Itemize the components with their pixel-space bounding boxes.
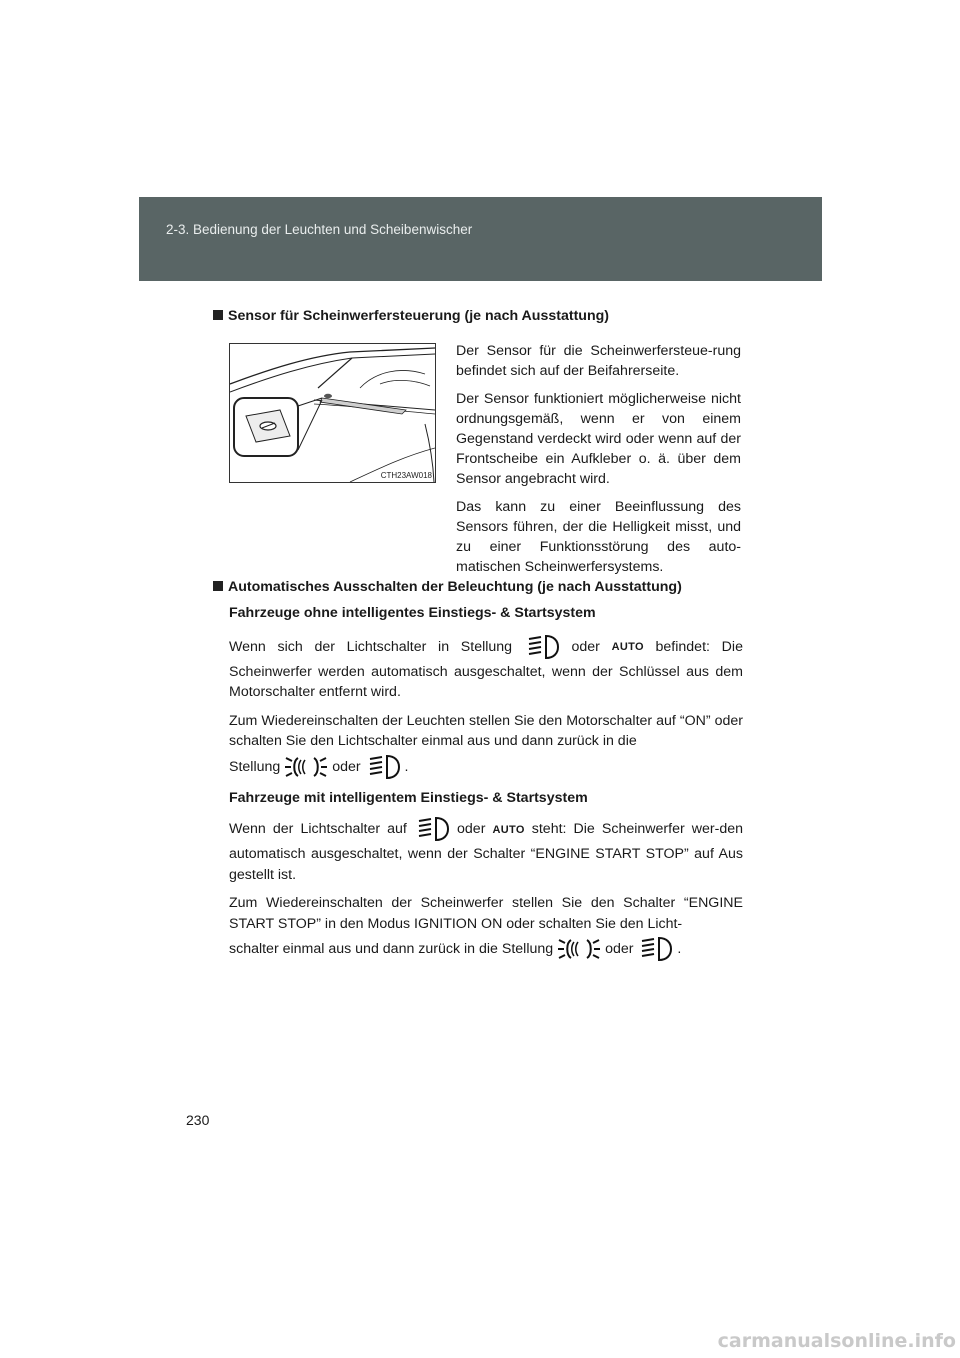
header-title: 2-3. Bedienung der Leuchten und Scheibenwischer	[166, 222, 473, 237]
sensor-illustration	[229, 343, 436, 483]
paragraph-without-smart-key-1: Wenn sich der Lichtschalter in Stellung oder AUTO befindet: Die Scheinwerfer werden automatisch ausgeschaltet, wenn der Schlüssel aus dem Motorschalter entfernt wird.	[229, 632, 743, 703]
paragraph-without-smart-key-2: Zum Wiedereinschalten der Leuchten stellen Sie den Motorschalter auf “ON” oder schalten Sie den Lichtschalter einmal aus und dann zurück in die	[229, 712, 743, 749]
parking-light-icon	[557, 934, 601, 964]
headlight-icon	[524, 632, 560, 662]
auto-icon: AUTO	[492, 823, 525, 836]
subheading-with-smart-key: Fahrzeuge mit intelligentem Einstiegs- & Startsystem	[229, 789, 588, 806]
section-heading-auto-off: Automatisches Ausschalten der Beleuchtung (je nach Ausstattung)	[213, 579, 682, 595]
sensor-description	[456, 341, 741, 585]
sensor-paragraph-2: Der Sensor funktioniert möglicherweise nicht ordnungsgemäß, wenn er von einem Gegenstand verdeckt wird oder wenn auf der Frontscheibe ein Aufkleber o. ä. über dem Sensor angebracht wird.	[456, 391, 741, 487]
paragraph-with-smart-key-1: Wenn der Lichtschalter auf oder AUTO steht: Die Scheinwerfer wer-den automatisch ausgeschaltet, wenn der Schalter “ENGINE START STOP” auf Aus gestellt ist.	[229, 814, 743, 885]
bullet-square-icon	[213, 310, 223, 320]
page-number: 230	[186, 1112, 210, 1128]
paragraph-with-smart-key-2: Zum Wiedereinschalten der Scheinwerfer stellen Sie den Schalter “ENGINE START STOP” in den Modus IGNITION ON oder schalten Sie den Licht-	[229, 895, 743, 932]
section-heading-sensor: Sensor für Scheinwerfersteuerung (je nach Ausstattung)	[213, 308, 609, 324]
headlight-icon	[365, 752, 401, 782]
watermark[interactable]: carmanualsonline.info	[717, 1330, 956, 1352]
paragraph-without-smart-key-3: Stellung oder .	[229, 752, 743, 782]
headlight-icon	[637, 934, 673, 964]
figure-code: CTH23AW018	[380, 471, 432, 480]
paragraph-with-smart-key-3: schalter einmal aus und dann zurück in die Stellung oder .	[229, 934, 743, 964]
headlight-icon	[414, 814, 450, 844]
windshield-sensor-icon	[230, 344, 435, 482]
auto-icon: AUTO	[611, 641, 644, 654]
auto-off-body	[229, 603, 743, 964]
parking-light-icon	[284, 752, 328, 782]
section-header-bar	[139, 197, 822, 281]
bullet-square-icon	[213, 581, 223, 591]
subheading-without-smart-key: Fahrzeuge ohne intelligentes Einstiegs- & Startsystem	[229, 605, 596, 621]
sensor-paragraph-1: Der Sensor für die Scheinwerfersteue-rung befindet sich auf der Beifahrerseite.	[456, 343, 741, 379]
sensor-paragraph-3: Das kann zu einer Beeinflussung des Sensors führen, der die Helligkeit misst, und zu einer Funktionsstörung des auto-matischen Scheinwerfersystems.	[456, 499, 741, 575]
